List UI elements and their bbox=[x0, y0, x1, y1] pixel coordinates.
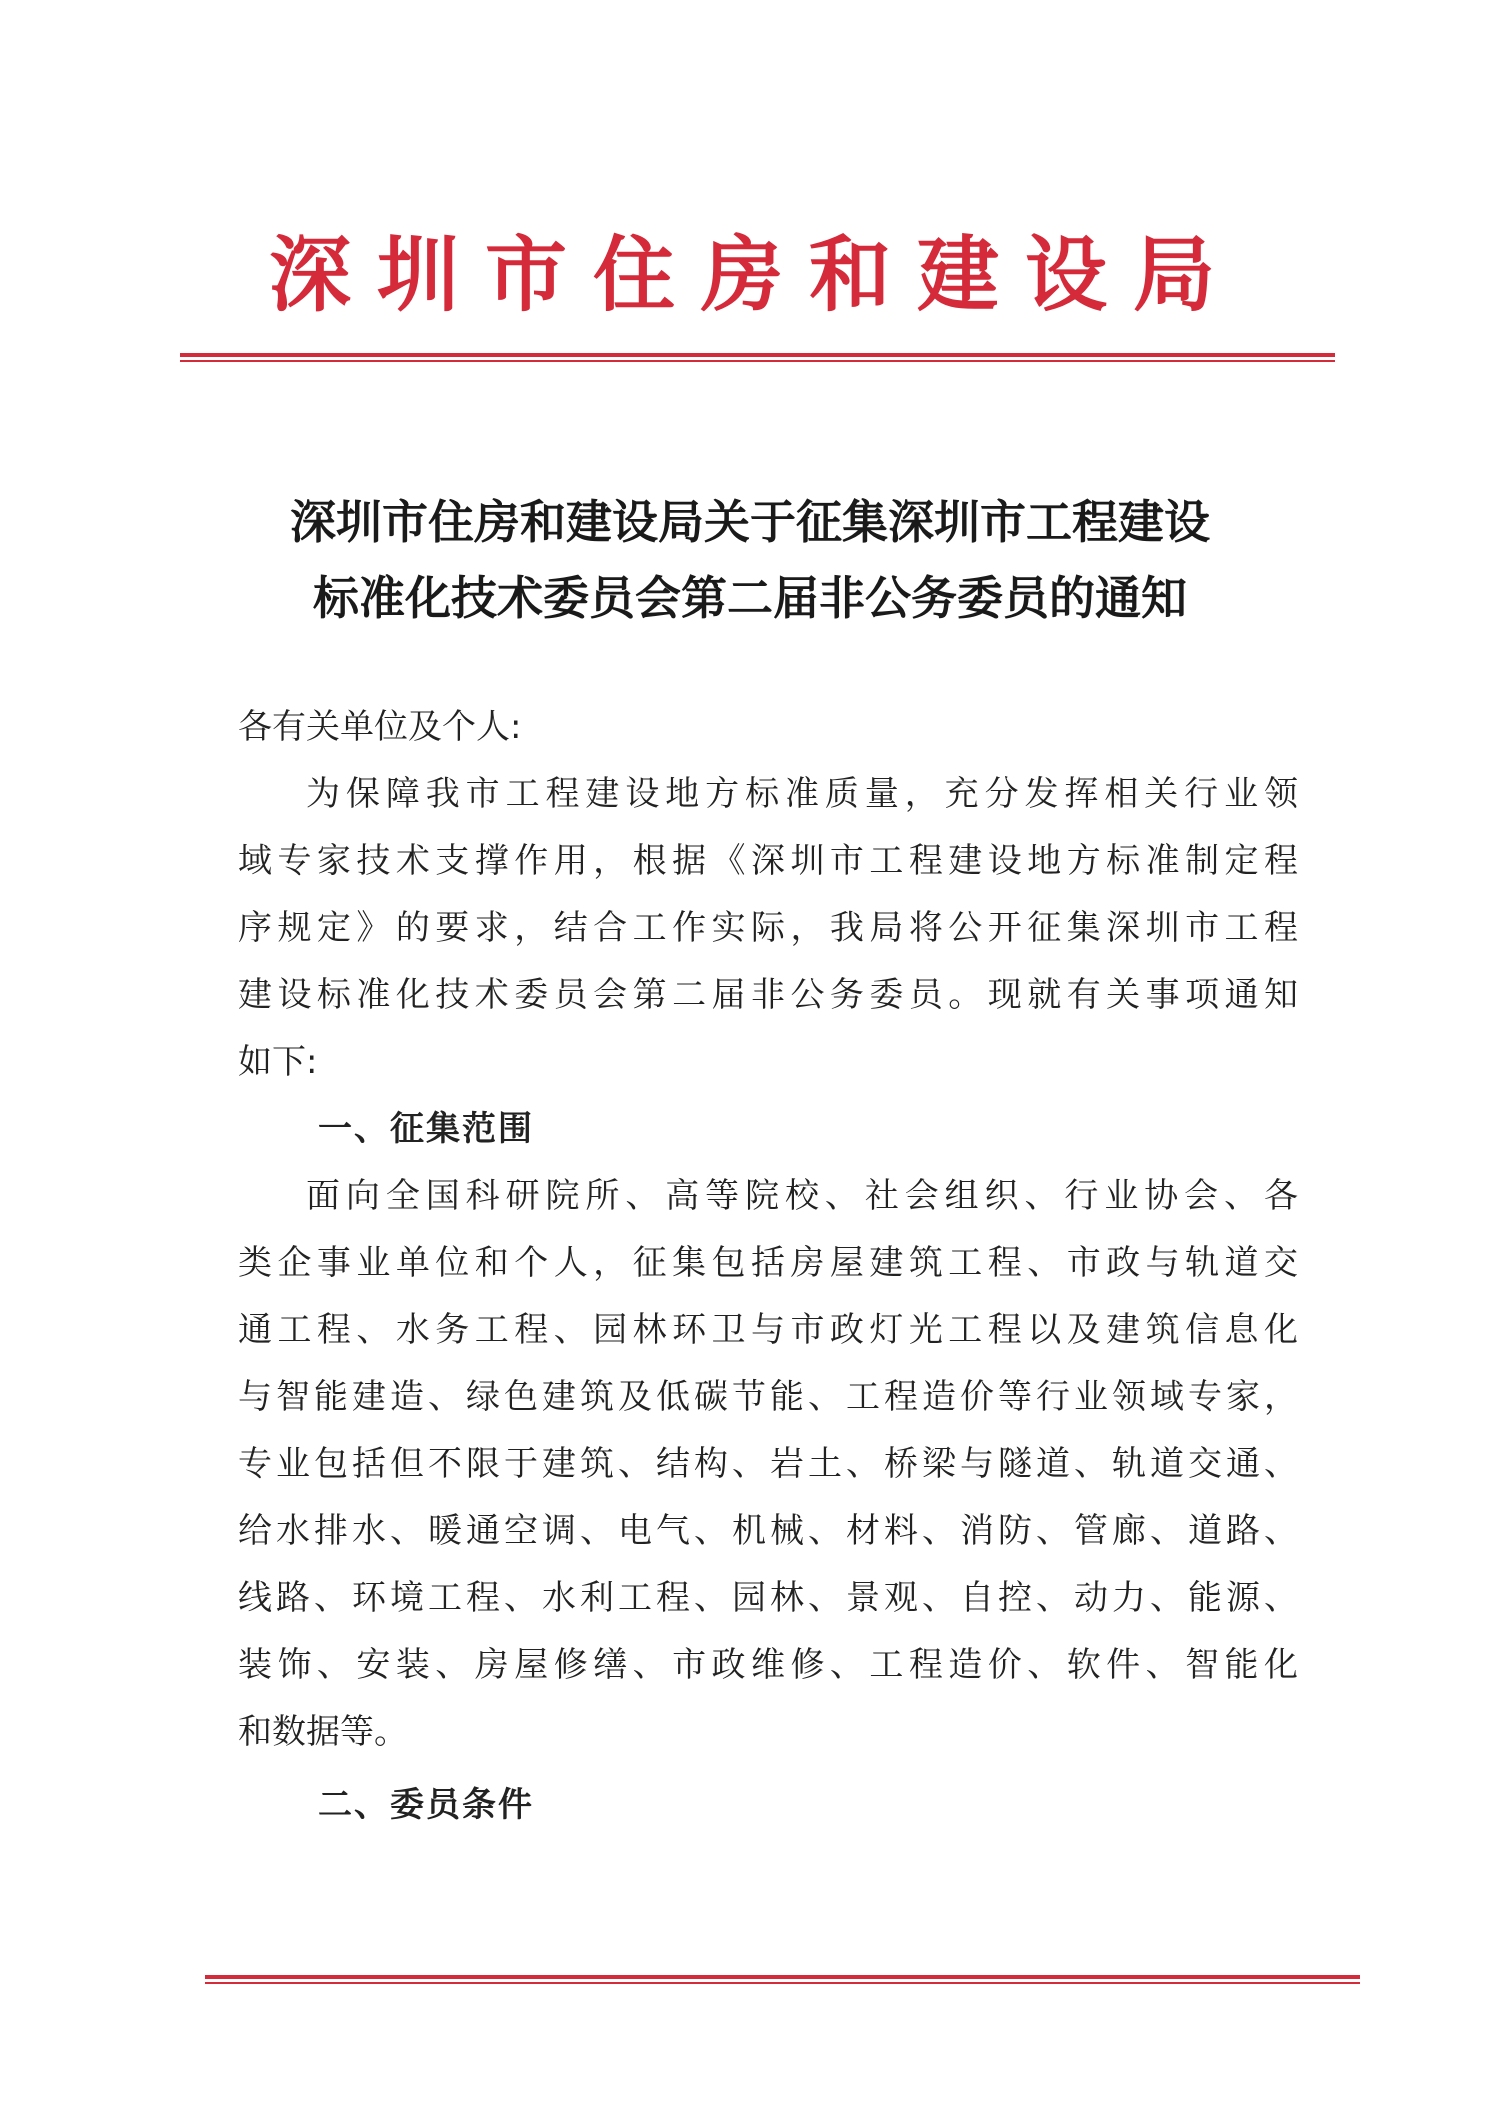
notice-title-line-2: 标准化技术委员会第二届非公务委员的通知 bbox=[313, 571, 1187, 625]
paragraph-line: 和数据等。 bbox=[238, 1712, 408, 1752]
masthead-red-rule bbox=[180, 353, 1335, 362]
paragraph-line: 专业包括但不限于建筑、结构、岩土、桥梁与隧道、轨道交通、 bbox=[238, 1444, 1298, 1484]
intro-paragraph bbox=[238, 761, 1298, 1096]
section-heading-scope: 一、征集范围 bbox=[318, 1109, 534, 1149]
notice-body bbox=[238, 694, 1298, 1839]
paragraph-line: 如下: bbox=[238, 1042, 318, 1082]
notice-title bbox=[200, 484, 1300, 636]
paragraph-line: 通工程、水务工程、园林环卫与市政灯光工程以及建筑信息化 bbox=[238, 1310, 1298, 1350]
paragraph-line: 线路、环境工程、水利工程、园林、景观、自控、动力、能源、 bbox=[238, 1578, 1298, 1618]
section-heading-conditions: 二、委员条件 bbox=[318, 1785, 534, 1825]
masthead-title: 深圳市住房和建设局 bbox=[268, 228, 1241, 323]
paragraph-line: 给水排水、暖通空调、电气、机械、材料、消防、管廊、道路、 bbox=[238, 1511, 1298, 1551]
scope-paragraph bbox=[238, 1163, 1298, 1766]
paragraph-line: 建设标准化技术委员会第二届非公务委员。现就有关事项通知 bbox=[238, 975, 1298, 1015]
paragraph-line: 面向全国科研院所、高等院校、社会组织、行业协会、各 bbox=[306, 1176, 1298, 1216]
notice-title-line-1: 深圳市住房和建设局关于征集深圳市工程建设 bbox=[290, 495, 1210, 549]
paragraph-line: 为保障我市工程建设地方标准质量，充分发挥相关行业领 bbox=[306, 774, 1298, 814]
paragraph-line: 装饰、安装、房屋修缮、市政维修、工程造价、软件、智能化 bbox=[238, 1645, 1298, 1685]
footer-red-rule bbox=[205, 1975, 1360, 1984]
paragraph-line: 与智能建造、绿色建筑及低碳节能、工程造价等行业领域专家， bbox=[238, 1377, 1298, 1417]
salutation: 各有关单位及个人: bbox=[238, 707, 522, 747]
paragraph-line: 域专家技术支撑作用，根据《深圳市工程建设地方标准制定程 bbox=[238, 841, 1298, 881]
paragraph-line: 序规定》的要求，结合工作实际，我局将公开征集深圳市工程 bbox=[238, 908, 1298, 948]
paragraph-line: 类企事业单位和个人，征集包括房屋建筑工程、市政与轨道交 bbox=[238, 1243, 1298, 1283]
